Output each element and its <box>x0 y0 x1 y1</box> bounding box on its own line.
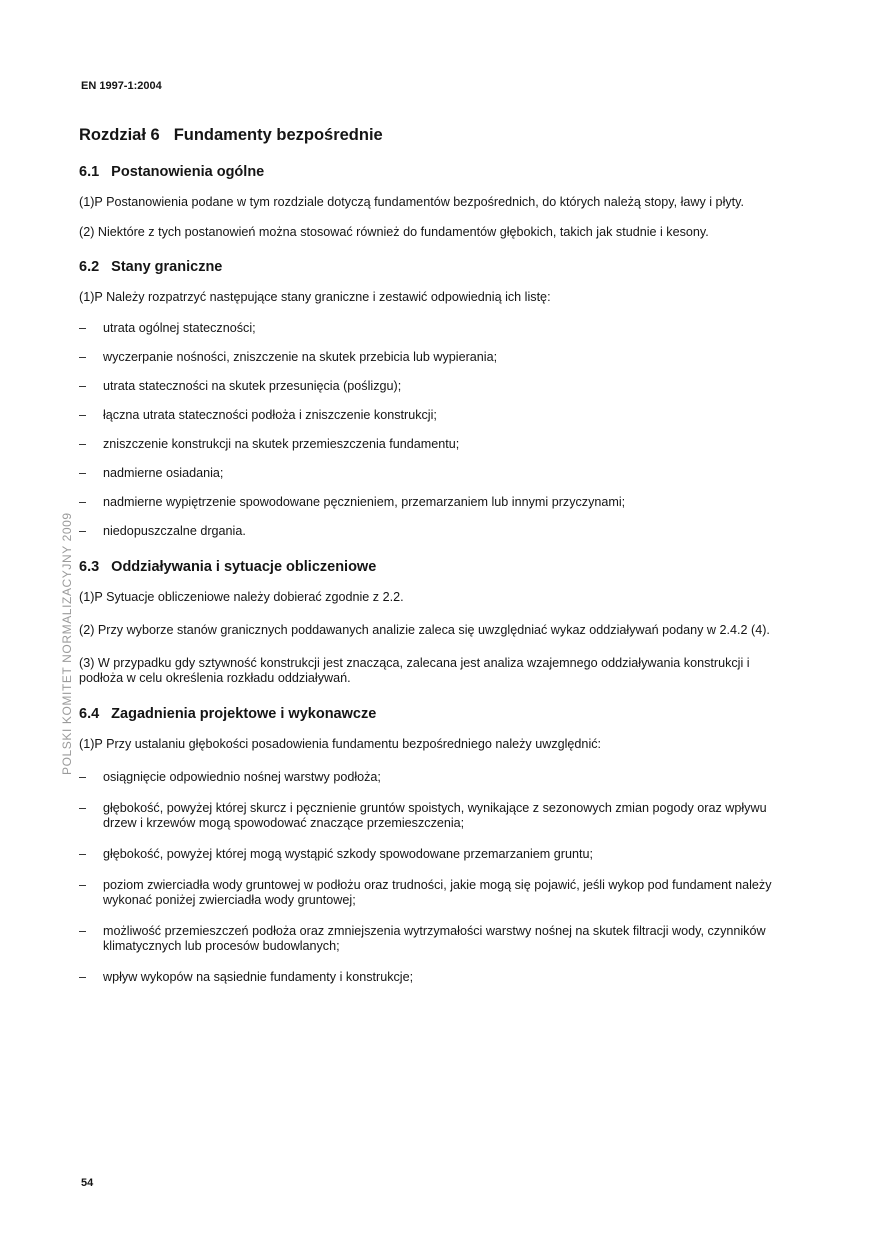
paragraph: (3) W przypadku gdy sztywność konstrukcji jest znacząca, zalecana jest analiza wzajemnego oddziaływania konstrukcji i podłoża w celu określenia rozkładu oddziaływań. <box>79 656 750 685</box>
list-item <box>79 801 779 831</box>
section-title: Postanowienia ogólne <box>111 164 265 180</box>
dash-marker: – <box>79 466 87 480</box>
dash-marker: – <box>79 437 87 451</box>
dash-marker: – <box>79 801 87 815</box>
dash-marker: – <box>79 321 87 335</box>
dash-marker: – <box>79 524 87 538</box>
dash-marker: – <box>79 770 87 784</box>
list-item-text: osiągnięcie odpowiednio nośnej warstwy podłoża; <box>103 770 381 784</box>
list-item-text: głębokość, powyżej której skurcz i pęcznienie gruntów spoistych, wynikające z sezonowych zmian pogody oraz wpływu drzew i krzewów mogą spowodować znaczące przemieszczenia; <box>103 801 767 830</box>
dash-marker: – <box>79 379 87 393</box>
watermark: POLSKI KOMITET NORMALIZACYJNY 2009 <box>60 512 74 775</box>
list-item-text: nadmierne osiadania; <box>103 466 224 480</box>
list-item-text: głębokość, powyżej której mogą wystąpić szkody spowodowane przemarzaniem gruntu; <box>103 847 593 861</box>
section-title: Stany graniczne <box>111 259 223 275</box>
paragraph: (1)P Postanowienia podane w tym rozdziale dotyczą fundamentów bezpośrednich, do których należą stopy, ławy i płyty. <box>79 195 745 209</box>
dash-marker: – <box>79 924 87 938</box>
section-number: 6.2 <box>79 259 100 275</box>
dash-marker: – <box>79 878 87 892</box>
section-title: Oddziaływania i sytuacje obliczeniowe <box>111 559 377 575</box>
page-number: 54 <box>81 1177 94 1189</box>
dash-marker: – <box>79 970 87 984</box>
list-item <box>79 924 779 954</box>
document-body <box>79 124 779 999</box>
list-item <box>79 321 779 336</box>
list-item <box>79 437 779 452</box>
section-heading-6-2 <box>79 257 779 277</box>
list-item <box>79 970 779 985</box>
chapter-heading <box>79 124 779 146</box>
dash-marker: – <box>79 847 87 861</box>
list-item-text: wyczerpanie nośności, zniszczenie na skutek przebicia lub wypierania; <box>103 350 498 364</box>
paragraph: (1)P Sytuacje obliczeniowe należy dobierać zgodnie z 2.2. <box>79 590 404 604</box>
list-item-text: nadmierne wypiętrzenie spowodowane pęcznieniem, przemarzaniem lub innymi przyczynami; <box>103 495 626 509</box>
list-item <box>79 495 779 510</box>
list-item <box>79 379 779 394</box>
document-code: EN 1997-1:2004 <box>81 80 162 92</box>
list-item <box>79 350 779 365</box>
dash-marker: – <box>79 495 87 509</box>
list-item-text: zniszczenie konstrukcji na skutek przemieszczenia fundamentu; <box>103 437 460 451</box>
list-item <box>79 847 779 862</box>
section-heading-6-3 <box>79 557 779 577</box>
chapter-title: Fundamenty bezpośrednie <box>173 126 383 144</box>
paragraph: (1)P Przy ustalaniu głębokości posadowienia fundamentu bezpośredniego należy uwzględnić: <box>79 737 602 751</box>
list-item <box>79 524 779 539</box>
paragraph: (2) Niektóre z tych postanowień można stosować również do fundamentów głębokich, takich jak studnie i kesony. <box>79 225 709 239</box>
section-heading-6-1 <box>79 162 779 182</box>
section-number: 6.3 <box>79 559 100 575</box>
list-item <box>79 878 779 908</box>
list-item-text: utrata stateczności na skutek przesunięcia (poślizgu); <box>103 379 402 393</box>
dash-marker: – <box>79 408 87 422</box>
paragraph: (1)P Należy rozpatrzyć następujące stany graniczne i zestawić odpowiednią ich listę: <box>79 290 551 304</box>
list-item <box>79 408 779 423</box>
dash-marker: – <box>79 350 87 364</box>
list-item-text: utrata ogólnej stateczności; <box>103 321 256 335</box>
list-item-text: możliwość przemieszczeń podłoża oraz zmniejszenia wytrzymałości warstwy nośnej na skutek filtracji wody, czynników klimatycznych lub procesów budowlanych; <box>103 924 766 953</box>
section-title: Zagadnienia projektowe i wykonawcze <box>111 706 377 722</box>
paragraph: (2) Przy wyborze stanów granicznych poddawanych analizie zaleca się uwzględniać wykaz oddziaływań podany w 2.4.2 (4). <box>79 623 770 637</box>
list-item-text: wpływ wykopów na sąsiednie fundamenty i konstrukcje; <box>103 970 414 984</box>
section-heading-6-4 <box>79 704 779 724</box>
list-item <box>79 466 779 481</box>
list-item-text: poziom zwierciadła wody gruntowej w podłożu oraz trudności, jakie mogą się pojawić, jeśli wykop pod fundament należy wykonać poniżej zwierciadła wody gruntowej; <box>103 878 772 907</box>
list-item-text: niedopuszczalne drgania. <box>103 524 246 538</box>
chapter-number: Rozdział 6 <box>79 126 160 144</box>
section-number: 6.1 <box>79 164 100 180</box>
list-item <box>79 770 779 785</box>
section-number: 6.4 <box>79 706 100 722</box>
list-item-text: łączna utrata stateczności podłoża i zniszczenie konstrukcji; <box>103 408 437 422</box>
